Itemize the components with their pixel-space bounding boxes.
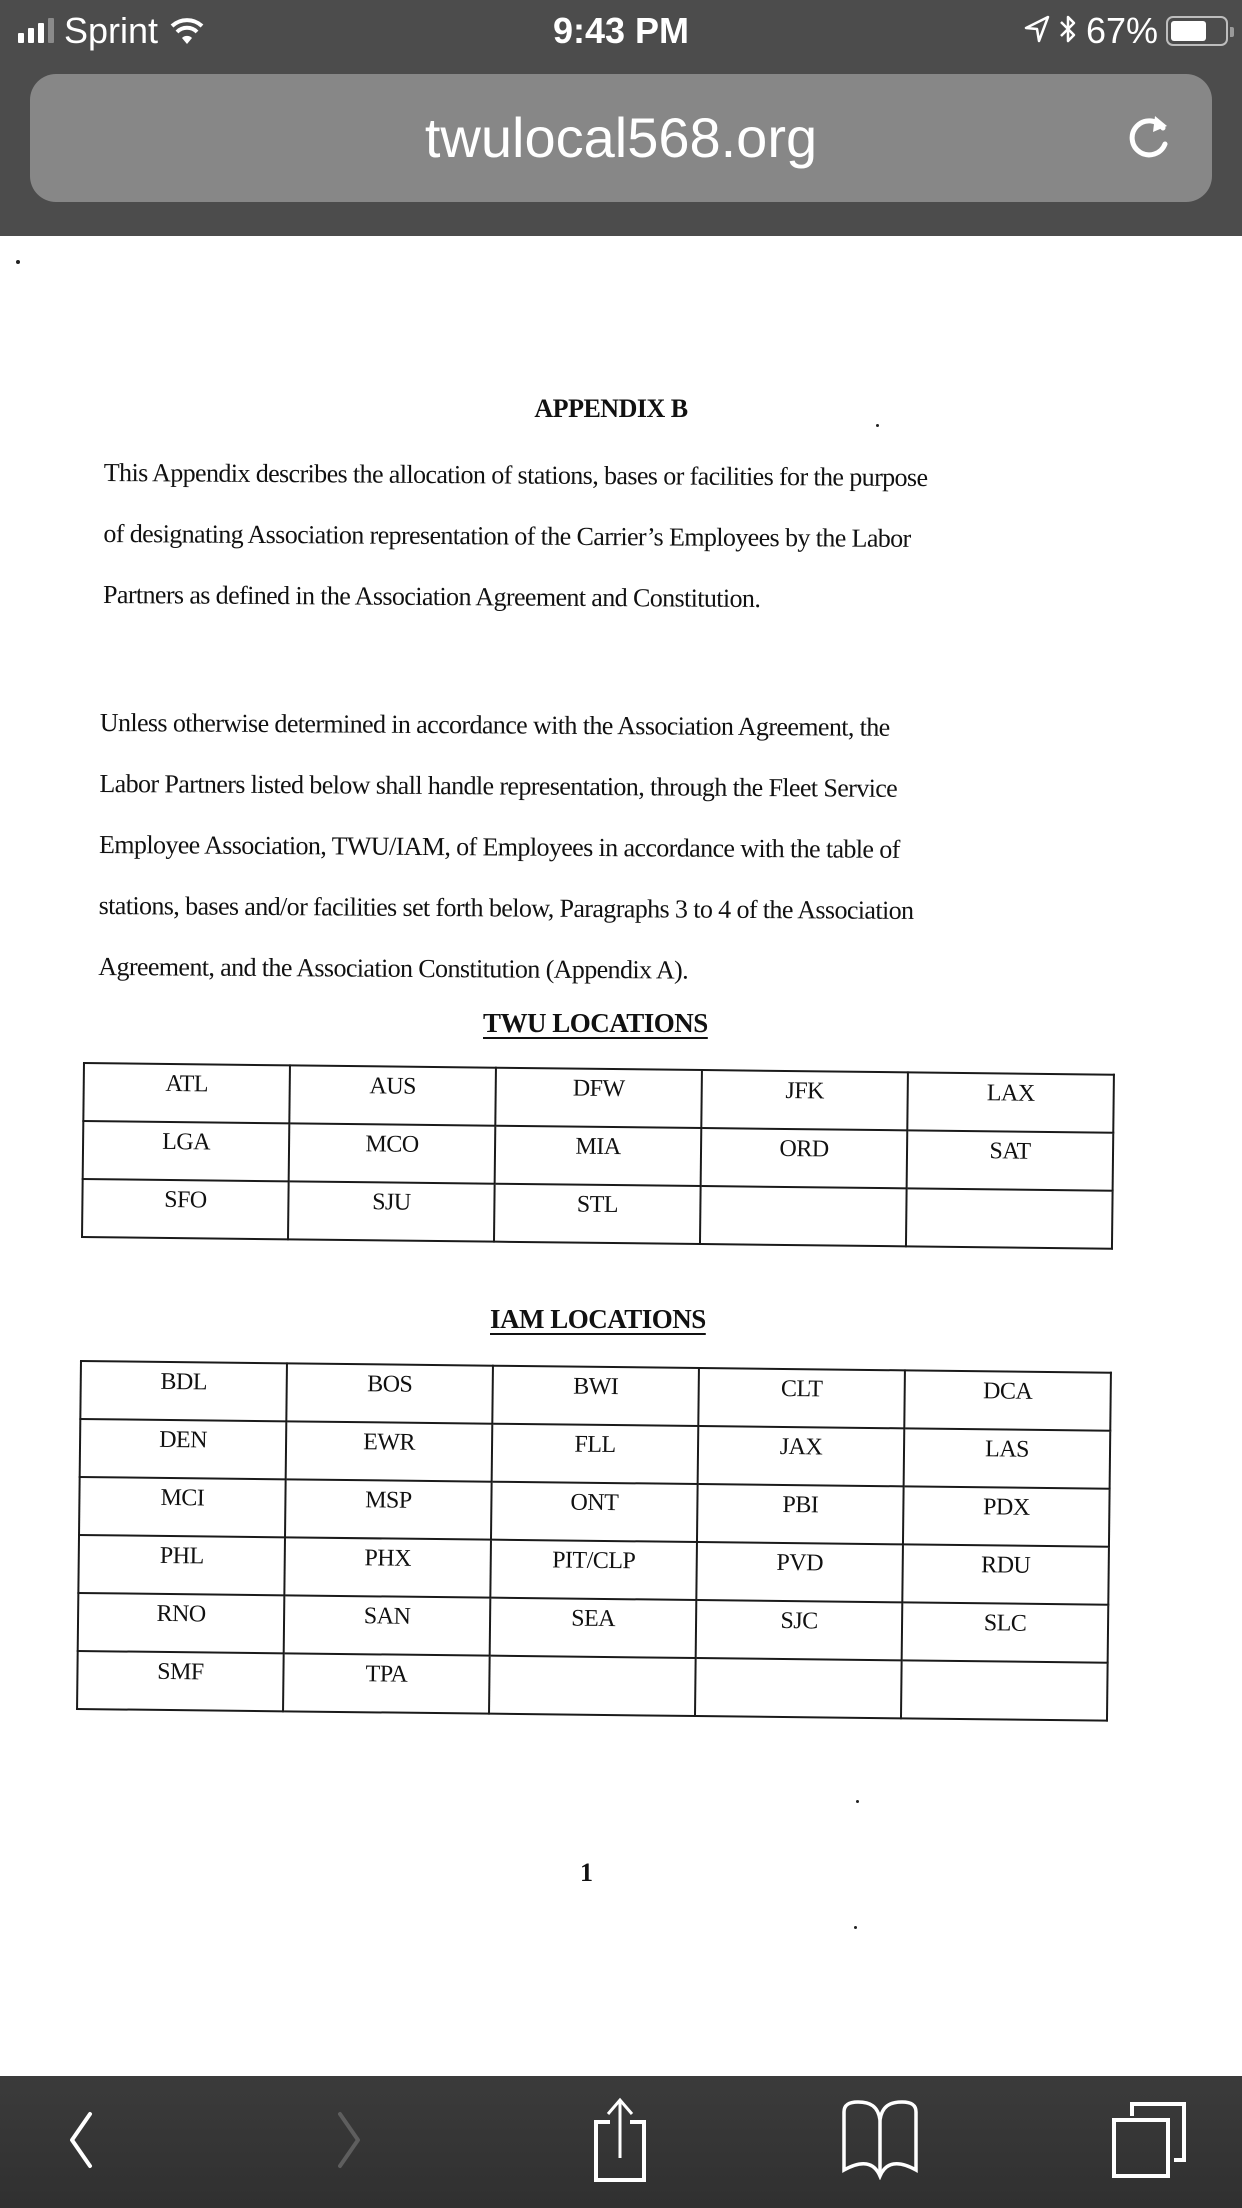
table-cell [906,1188,1113,1248]
scan-speck [854,1926,857,1929]
table-cell: SJC [696,1600,903,1660]
table-cell: PBI [697,1484,904,1544]
share-button[interactable] [560,2076,680,2208]
scan-speck [856,1800,859,1803]
book-icon [838,2100,922,2185]
table-cell: SLC [902,1602,1109,1662]
table-cell [700,1186,907,1246]
paragraph-line: Partners as defined in the Association Agreement and Constitution. [102,579,761,614]
table-cell: JAX [698,1426,905,1486]
carrier-name: Sprint [64,10,159,51]
table-cell: DFW [495,1068,702,1128]
chevron-left-icon [60,2108,100,2177]
location-arrow-icon [1024,15,1050,48]
intro-paragraph [103,442,928,630]
table-cell: STL [494,1184,701,1244]
representation-paragraph [98,692,915,1002]
paragraph-line: stations, bases and/or facilities set forth below, Paragraphs 3 to 4 of the Association [98,890,914,925]
table-cell [695,1658,902,1718]
table-cell: RDU [902,1544,1109,1604]
paragraph-line: Labor Partners listed below shall handle representation, through the Fleet Service [99,768,898,803]
reload-icon [1125,110,1175,167]
url-text[interactable]: twulocal568.org [424,106,818,169]
table-cell: JFK [701,1070,908,1130]
table-cell: LAS [904,1428,1111,1488]
table-cell: TPA [283,1653,490,1713]
table-cell: MSP [285,1479,492,1539]
appendix-title: APPENDIX B [534,394,688,423]
table-cell: BWI [492,1366,699,1426]
address-bar[interactable] [30,74,1212,202]
battery-percent: 67% [1085,10,1158,51]
scan-speck [876,424,879,427]
table-cell: SAN [284,1595,491,1655]
table-row [77,1651,1108,1721]
battery-icon [1166,16,1228,46]
table-cell: PVD [696,1542,903,1602]
table-cell: RNO [78,1593,285,1653]
status-time: 9:43 PM [552,10,690,51]
table-cell: CLT [698,1368,905,1428]
table-cell: SAT [907,1130,1114,1190]
tabs-icon [1110,2100,1190,2185]
table-cell: BDL [80,1361,287,1421]
twu-locations-table [81,1062,1115,1250]
page-number: 1 [580,1858,593,1887]
tabs-button[interactable] [1090,2076,1210,2208]
table-cell: SFO [82,1179,289,1239]
scan-speck [16,260,20,264]
status-right [1024,8,1228,54]
paragraph-line: This Appendix describes the allocation of stations, bases or facilities for the purpose [103,457,928,493]
document-page[interactable] [0,236,1242,2076]
table-cell: PHL [78,1535,285,1595]
paragraph-line: Unless otherwise determined in accordance with the Association Agreement, the [99,707,890,742]
table-cell: BOS [286,1363,493,1423]
table-cell: MCI [79,1477,286,1537]
twu-locations-heading: TWU LOCATIONS [483,1008,708,1038]
paragraph-line: Employee Association, TWU/IAM, of Employees in accordance with the table of [98,829,900,864]
table-cell: PDX [903,1486,1110,1546]
table-cell: LGA [83,1121,290,1181]
forward-button[interactable] [290,2076,410,2208]
chevron-right-icon [330,2108,370,2177]
table-cell: PIT/CLP [490,1540,697,1600]
browser-toolbar [0,2076,1242,2208]
table-cell: EWR [286,1421,493,1481]
table-cell: ATL [83,1063,290,1123]
iam-locations-table [76,1360,1112,1722]
reload-button[interactable] [1120,108,1180,168]
paragraph-line: Agreement, and the Association Constitution (Appendix A). [98,951,689,985]
table-cell: DCA [904,1370,1111,1430]
table-cell: PHX [284,1537,491,1597]
table-cell [489,1656,696,1716]
table-cell: SMF [77,1651,284,1711]
table-cell: SJU [288,1181,495,1241]
table-cell: AUS [289,1065,496,1125]
bookmarks-button[interactable] [820,2076,940,2208]
status-bar [0,0,1242,62]
browser-top-chrome [0,0,1242,236]
back-button[interactable] [20,2076,140,2208]
table-cell: ORD [701,1128,908,1188]
table-row [82,1179,1113,1249]
table-cell: ONT [491,1482,698,1542]
iam-locations-heading: IAM LOCATIONS [490,1304,706,1334]
table-cell: DEN [80,1419,287,1479]
table-cell: FLL [492,1424,699,1484]
share-icon [588,2096,652,2189]
paragraph-line: of designating Association representation of the Carrier’s Employees by the Labor [103,518,911,553]
table-cell: LAX [907,1072,1114,1132]
table-cell: MCO [289,1123,496,1183]
table-cell [901,1660,1108,1720]
table-cell: MIA [495,1126,702,1186]
bluetooth-icon [1058,13,1078,50]
table-cell: SEA [490,1598,697,1658]
